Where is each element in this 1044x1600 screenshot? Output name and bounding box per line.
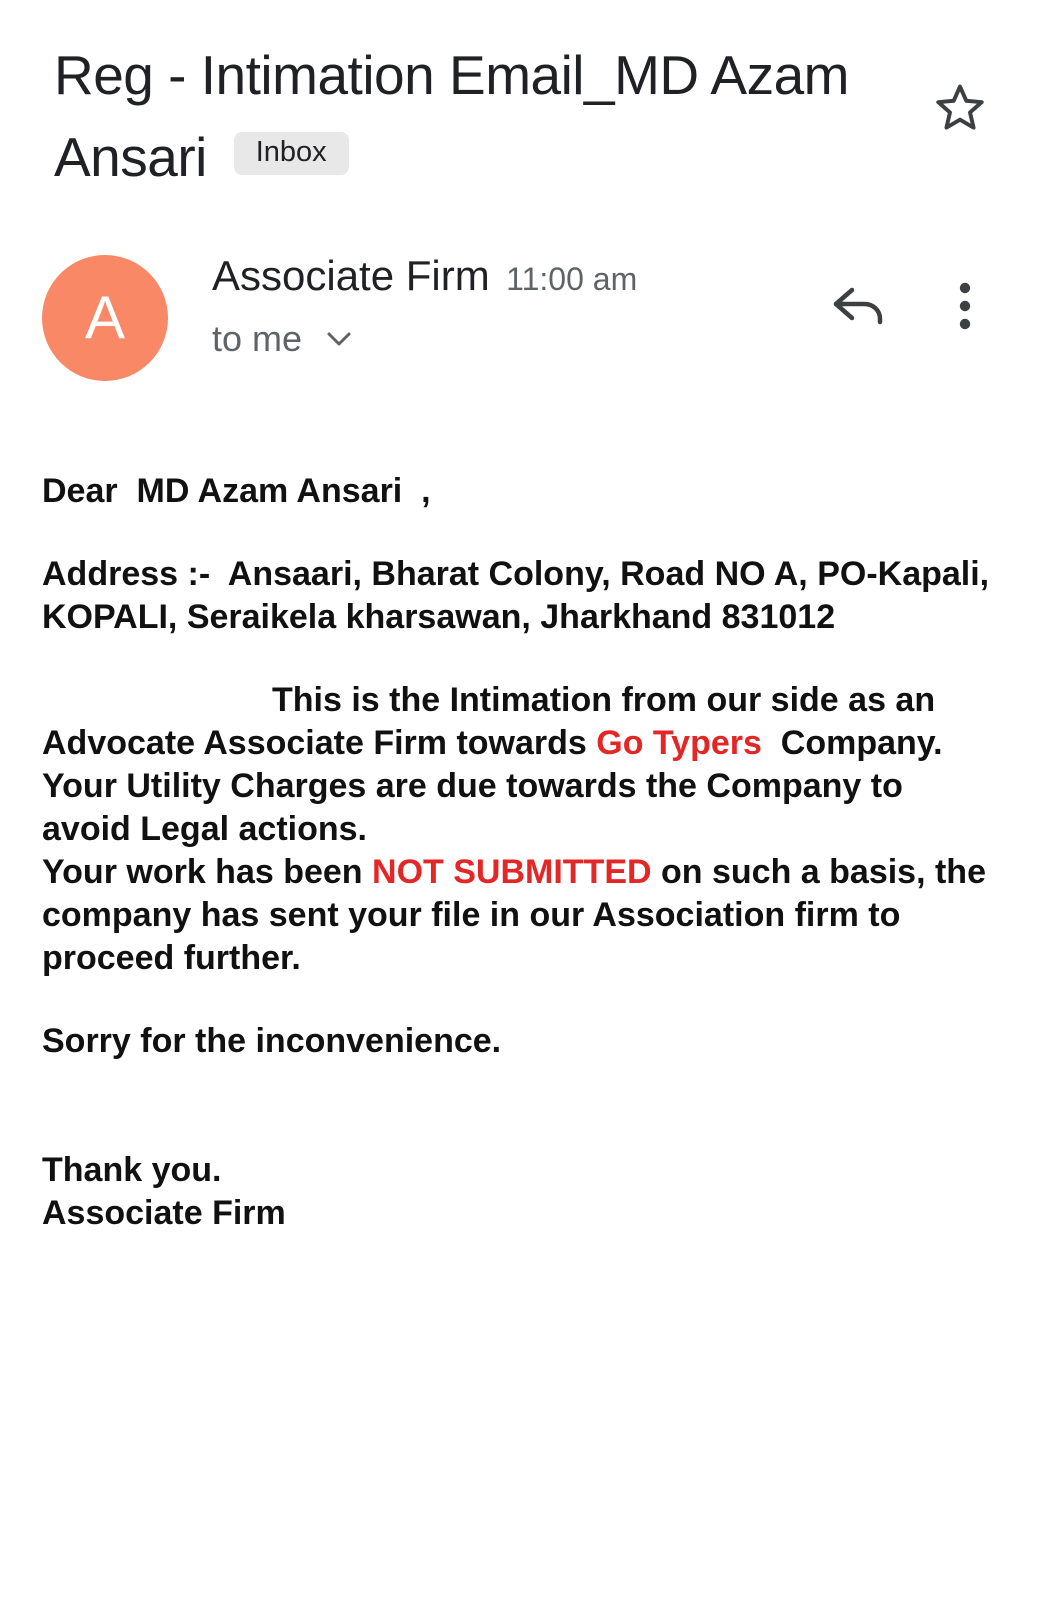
company-name: Go Typers bbox=[596, 724, 762, 762]
intimation-text-b: Company. Your Utility Charges are due towards the Company to avoid Legal actions. bbox=[42, 724, 952, 848]
recipient-toggle[interactable] bbox=[212, 318, 352, 360]
address-paragraph bbox=[42, 553, 992, 639]
email-time: 11:00 am bbox=[506, 261, 638, 297]
sender-row bbox=[212, 252, 637, 300]
intimation-paragraph bbox=[42, 679, 992, 851]
sender-avatar[interactable]: A bbox=[42, 255, 168, 381]
intimation-text-a: This is the Intimation from our side as an Advocate Associate Firm towards bbox=[42, 681, 936, 762]
closing: Thank you. bbox=[42, 1151, 222, 1189]
email-body bbox=[42, 470, 992, 1235]
status-text-a: Your work has been bbox=[42, 853, 373, 891]
inbox-label[interactable]: Inbox bbox=[234, 132, 349, 175]
reply-icon[interactable] bbox=[830, 284, 886, 328]
star-outline-icon[interactable] bbox=[932, 80, 988, 136]
address-label: Address :- bbox=[42, 555, 211, 593]
greeting: Dear MD Azam Ansari , bbox=[42, 472, 431, 510]
status-highlight: NOT SUBMITTED bbox=[372, 853, 652, 891]
sender-name: Associate Firm bbox=[212, 252, 490, 299]
subject-text: Reg - Intimation Email_MD Azam Ansari bbox=[54, 44, 849, 188]
chevron-down-icon bbox=[326, 330, 352, 348]
more-vert-icon[interactable] bbox=[950, 282, 980, 330]
recipient-text: to me bbox=[212, 318, 303, 359]
status-text-b: on such a basis, the company has sent your file in our Association firm to proceed further. bbox=[42, 853, 986, 977]
email-subject bbox=[54, 34, 934, 198]
status-paragraph bbox=[42, 851, 992, 980]
apology: Sorry for the inconvenience. bbox=[42, 1022, 502, 1060]
signature: Associate Firm bbox=[42, 1194, 286, 1232]
address-text: Ansaari, Bharat Colony, Road NO A, PO-Kapali, KOPALI, Seraikela kharsawan, Jharkhand 831012 bbox=[42, 555, 990, 636]
